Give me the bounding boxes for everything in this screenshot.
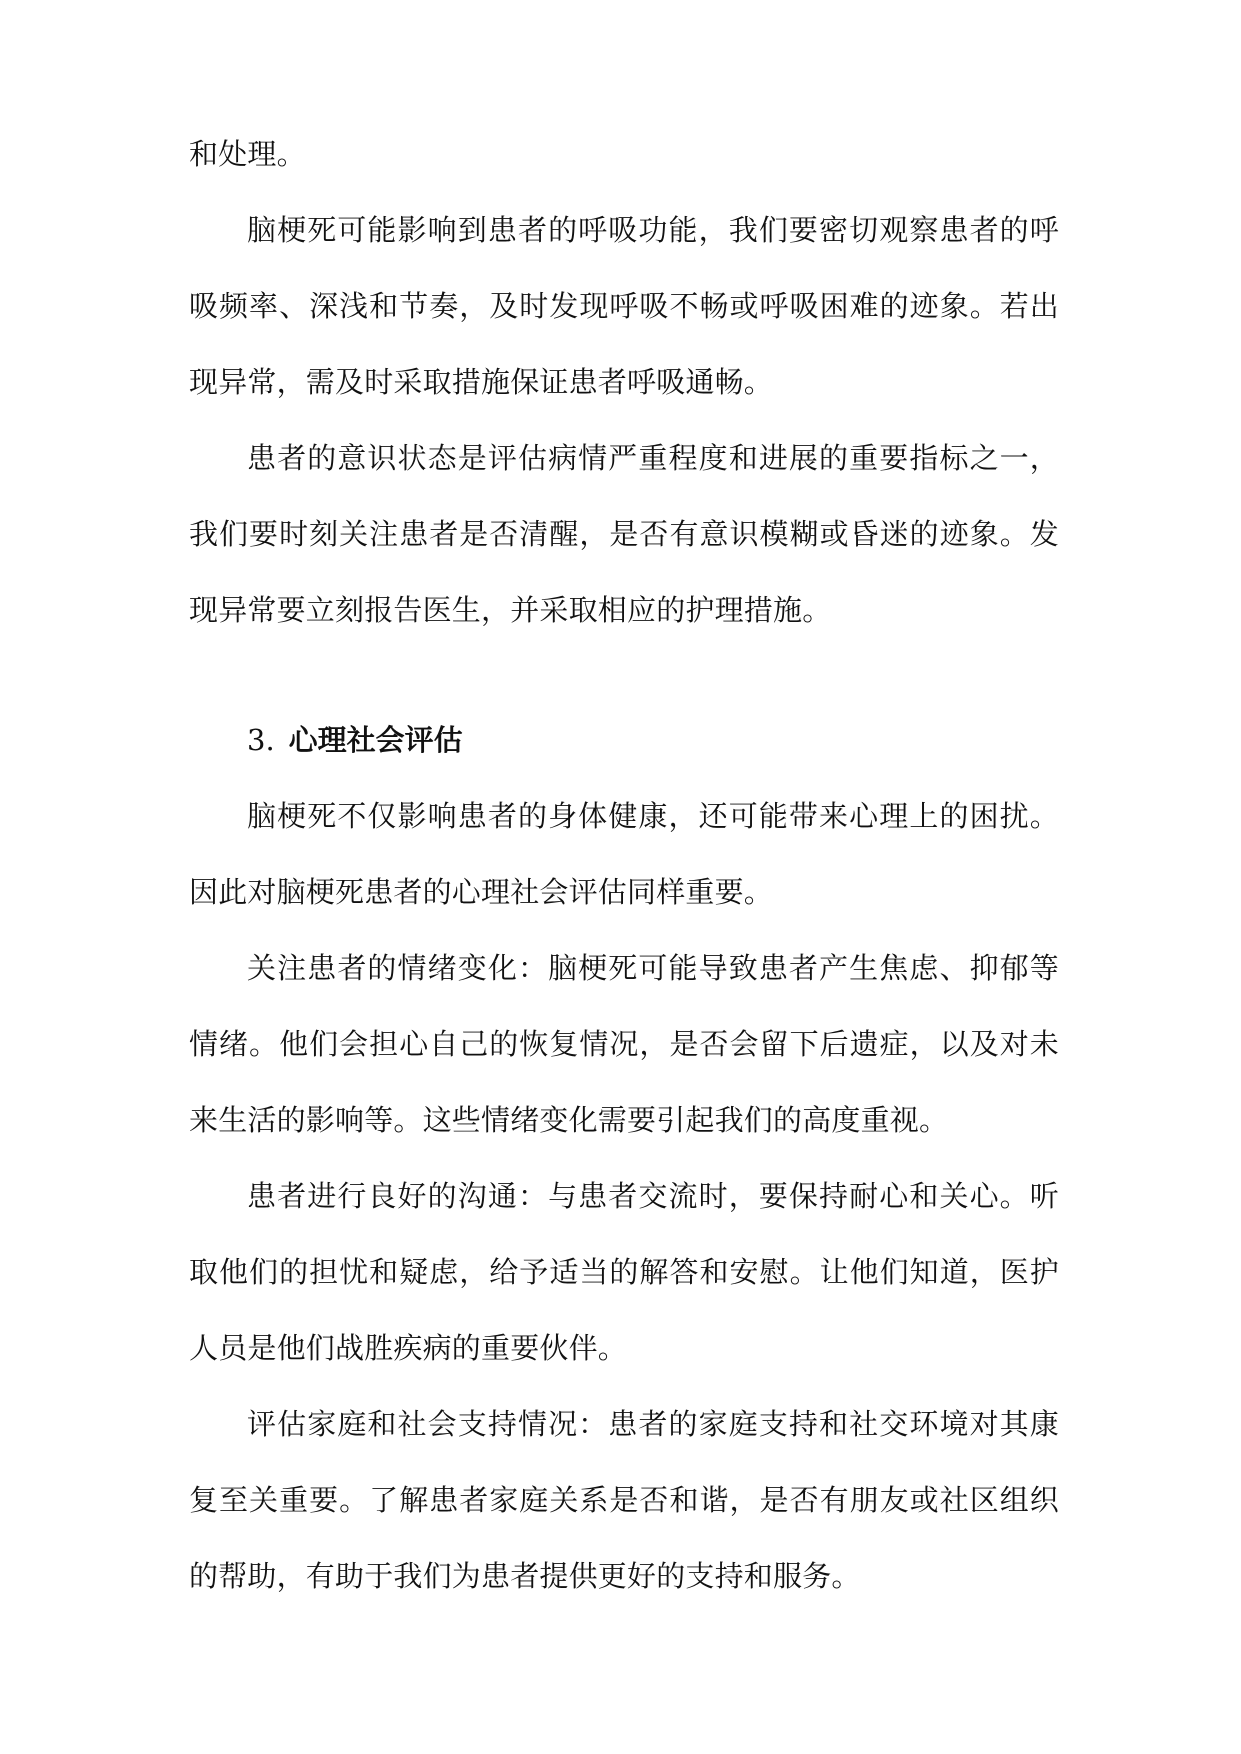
paragraph-communication: 患者进行良好的沟通：与患者交流时，要保持耐心和关心。听取他们的担忧和疑虑，给予适当的解答和安慰。让他们知道，医护人员是他们战胜疾病的重要伙伴。 [189, 1179, 1059, 1365]
paragraph-emotion: 关注患者的情绪变化：脑梗死可能导致患者产生焦虑、抑郁等情绪。他们会担心自己的恢复情况，是否会留下后遗症，以及对未来生活的影响等。这些情绪变化需要引起我们的高度重视。 [189, 951, 1059, 1137]
paragraph-breathing: 脑梗死可能影响到患者的呼吸功能，我们要密切观察患者的呼吸频率、深浅和节奏，及时发现呼吸不畅或呼吸困难的迹象。若出现异常，需及时采取措施保证患者呼吸通畅。 [189, 213, 1059, 399]
section-number: 3. [247, 723, 275, 757]
paragraph-family-support: 评估家庭和社会支持情况：患者的家庭支持和社交环境对其康复至关重要。了解患者家庭关系是否和谐，是否有朋友或社区组织的帮助，有助于我们为患者提供更好的支持和服务。 [189, 1407, 1059, 1593]
paragraph-consciousness: 患者的意识状态是评估病情严重程度和进展的重要指标之一，我们要时刻关注患者是否清醒，是否有意识模糊或昏迷的迹象。发现异常要立刻报告医生，并采取相应的护理措施。 [189, 441, 1059, 627]
section-heading [247, 702, 463, 778]
paragraph-continuation: 和处理。 [189, 137, 306, 171]
section-title: 心理社会评估 [288, 723, 463, 757]
paragraph-psychosocial-intro: 脑梗死不仅影响患者的身体健康，还可能带来心理上的困扰。因此对脑梗死患者的心理社会评估同样重要。 [189, 799, 1059, 909]
